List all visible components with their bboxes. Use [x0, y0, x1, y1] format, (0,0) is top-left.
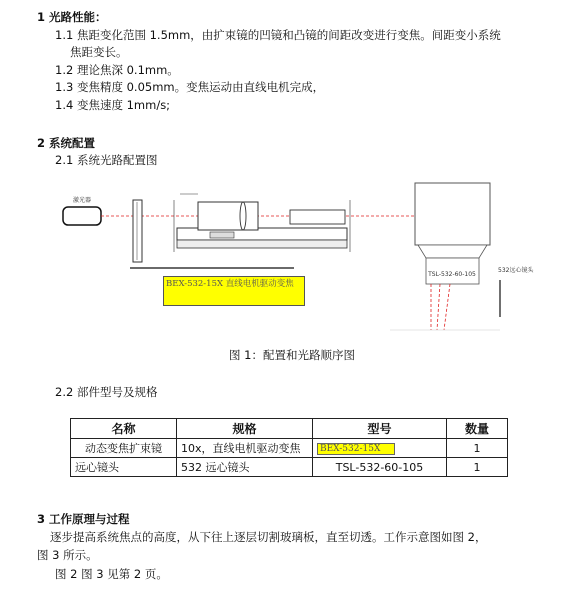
lens-flange: [418, 245, 487, 258]
mirror-mount: [133, 200, 142, 262]
section-3-para-2: 图 3 所示。: [37, 548, 98, 562]
table-row: [71, 439, 508, 458]
spec-table: [70, 418, 508, 477]
item-1-4: 1.4 变焦速度 1mm/s;: [55, 98, 171, 112]
section-2-title: 2 系统配置: [37, 136, 96, 150]
cell-spec: 532 远心镜头: [177, 458, 313, 477]
section-3-para-1: 逐步提高系统焦点的高度，从下往上逐层切割玻璃板，直至切透。工作示意图如图 2，: [50, 530, 487, 544]
col-header-spec: 规格: [177, 419, 313, 439]
slider-carriage: [210, 232, 234, 238]
lens-model-label: TSL-532-60-105: [428, 271, 476, 278]
stage-rail: [177, 240, 347, 248]
motor-housing: [290, 210, 345, 224]
section-3-title: 3 工作原理与过程: [37, 512, 130, 526]
cell-name: 动态变焦扩束镜: [71, 439, 177, 458]
item-1-3: 1.3 变焦精度 0.05mm。变焦运动由直线电机完成，: [55, 80, 325, 94]
cell-qty: 1: [447, 439, 508, 458]
cell-model: TSL-532-60-105: [313, 458, 447, 477]
table-header-row: [71, 419, 508, 439]
table-row: [71, 458, 508, 477]
figure-1-caption: 图 1：配置和光路顺序图: [229, 348, 355, 362]
section-1-title: 1 光路性能：: [37, 10, 107, 24]
cell-name: 远心镜头: [71, 458, 177, 477]
col-header-qty: 数量: [447, 419, 508, 439]
cell-spec: 10x，直线电机驱动变焦: [177, 439, 313, 458]
subsection-2-1: 2.1 系统光路配置图: [55, 153, 158, 167]
optical-path-diagram: [0, 180, 565, 345]
focus-beam-2: [437, 284, 440, 330]
item-1-2: 1.2 理论焦深 0.1mm。: [55, 63, 179, 77]
laser-box: [63, 207, 101, 225]
col-header-model: 型号: [313, 419, 447, 439]
col-header-name: 名称: [71, 419, 177, 439]
item-1-1-cont: 焦距变长。: [70, 45, 128, 59]
convex-lens: [240, 202, 246, 230]
laser-label: 激光器: [72, 197, 92, 204]
beam-expander-body: [198, 202, 258, 230]
scan-head: [415, 183, 490, 245]
item-1-1: 1.1 焦距变化范围 1.5mm，由扩束镜的凹镜和凸镜的间距改变进行变焦。间距变小系统: [55, 28, 501, 42]
cell-qty: 1: [447, 458, 508, 477]
cell-model: [313, 439, 447, 458]
subsection-2-2: 2.2 部件型号及规格: [55, 385, 158, 399]
lens-name-label: 532远心镜头: [498, 267, 534, 274]
stage-callout-label: BEX-532-15X 直线电机驱动变焦: [163, 276, 305, 306]
section-3-para-3: 图 2 图 3 见第 2 页。: [55, 567, 168, 581]
focus-beam-3: [444, 284, 450, 330]
model-highlight: BEX-532-15X: [317, 443, 395, 455]
